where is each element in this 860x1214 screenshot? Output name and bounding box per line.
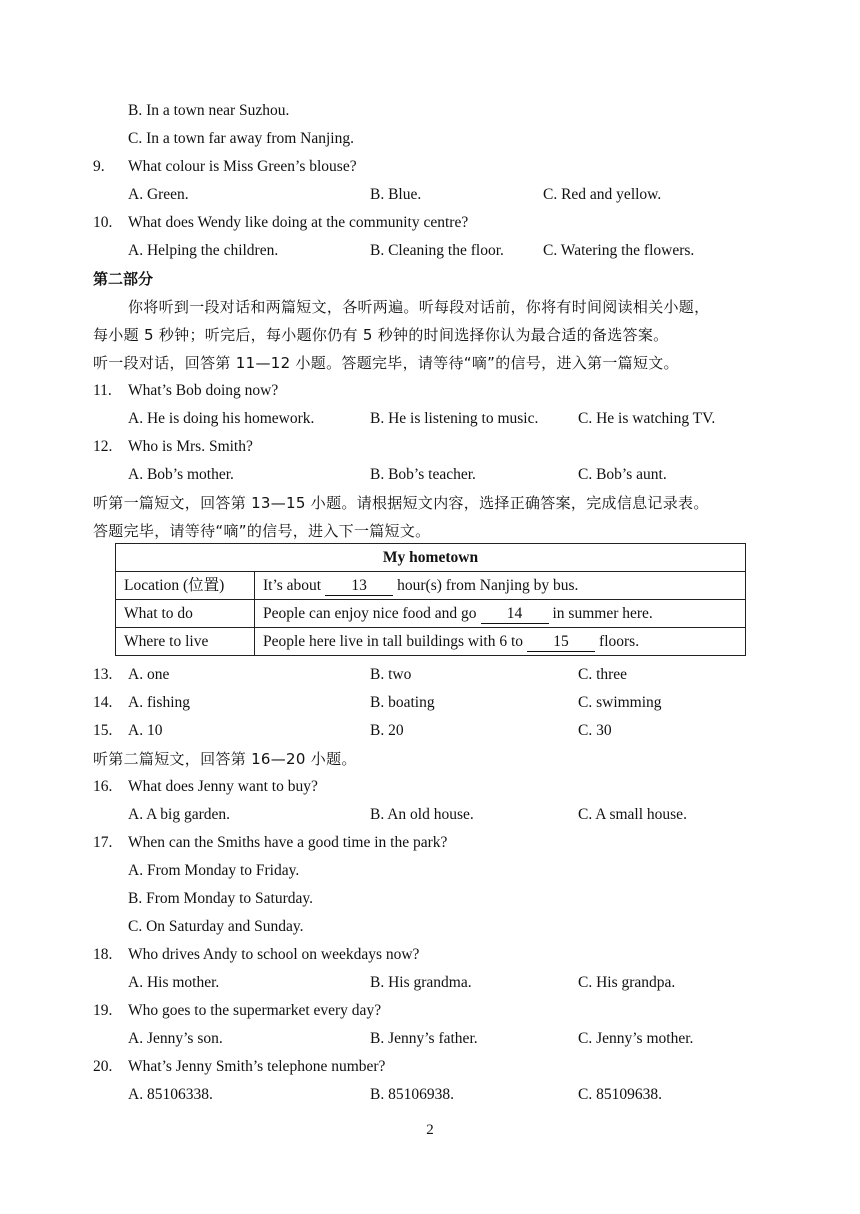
part2-intro-2: 每小题 5 秒钟；听完后，每小题你仍有 5 秒钟的时间选择你认为最合适的备选答案。 — [93, 326, 669, 344]
row-content-location — [255, 572, 746, 600]
q19-option-c: C. Jenny’s mother. — [578, 1030, 694, 1047]
q17-option-a: A. From Monday to Friday. — [128, 862, 300, 879]
q13-number: 13. — [93, 666, 113, 683]
q16-option-b: B. An old house. — [370, 806, 474, 823]
q16-number: 16. — [93, 778, 113, 795]
q14-option-c: C. swimming — [578, 694, 662, 711]
q10-number: 10. — [93, 214, 113, 231]
passage1-instruction-1: 听第一篇短文，回答第 13—15 小题。请根据短文内容，选择正确答案，完成信息记录表。 — [93, 494, 709, 512]
row-label-location: Location (位置) — [116, 572, 255, 600]
q18-option-c: C. His grandpa. — [578, 974, 676, 991]
q19-option-a: A. Jenny’s son. — [128, 1030, 223, 1047]
q20-text: What’s Jenny Smith’s telephone number? — [128, 1058, 386, 1075]
q20-option-c: C. 85109638. — [578, 1086, 662, 1103]
dialog-instruction: 听一段对话，回答第 11—12 小题。答题完毕，请等待“嘀”的信号，进入第一篇短文。 — [93, 354, 679, 372]
q12-option-a: A. Bob’s mother. — [128, 466, 234, 483]
q16-option-a: A. A big garden. — [128, 806, 231, 823]
row-pre-text: People here live in tall buildings with 6 to — [263, 633, 524, 650]
q10-option-a: A. Helping the children. — [128, 242, 279, 259]
q9-option-a: A. Green. — [128, 186, 189, 203]
q15-option-c: C. 30 — [578, 722, 612, 739]
q20-number: 20. — [93, 1058, 113, 1075]
q11-number: 11. — [93, 382, 112, 399]
q11-option-a: A. He is doing his homework. — [128, 410, 315, 427]
answer-blank-15: 15 — [527, 633, 595, 652]
q18-option-b: B. His grandma. — [370, 974, 472, 991]
row-post-text: hour(s) from Nanjing by bus. — [397, 577, 579, 594]
table-row — [116, 628, 746, 656]
q13-option-a: A. one — [128, 666, 170, 683]
q20-option-b: B. 85106938. — [370, 1086, 454, 1103]
q14-number: 14. — [93, 694, 113, 711]
table-header-row — [116, 544, 746, 572]
passage2-instruction: 听第二篇短文，回答第 16—20 小题。 — [93, 750, 357, 768]
q15-number: 15. — [93, 722, 113, 739]
q18-option-a: A. His mother. — [128, 974, 220, 991]
q14-option-a: A. fishing — [128, 694, 190, 711]
q20-option-a: A. 85106338. — [128, 1086, 213, 1103]
q9-number: 9. — [93, 158, 105, 175]
q17-option-c: C. On Saturday and Sunday. — [128, 918, 304, 935]
passage1-instruction-2: 答题完毕，请等待“嘀”的信号，进入下一篇短文。 — [93, 522, 431, 540]
q10-text: What does Wendy like doing at the community centre? — [128, 214, 469, 231]
q19-number: 19. — [93, 1002, 113, 1019]
q15-option-a: A. 10 — [128, 722, 163, 739]
q13-option-b: B. two — [370, 666, 412, 683]
row-label-what-to-do: What to do — [116, 600, 255, 628]
row-pre-text: It’s about — [263, 577, 322, 594]
row-pre-text: People can enjoy nice food and go — [263, 605, 477, 622]
q13-option-c: C. three — [578, 666, 628, 683]
q17-number: 17. — [93, 834, 113, 851]
row-post-text: in summer here. — [552, 605, 653, 622]
q9-option-c: C. Red and yellow. — [543, 186, 662, 203]
table-title: My hometown — [116, 544, 746, 572]
answer-blank-14: 14 — [481, 605, 549, 624]
row-content-what-to-do — [255, 600, 746, 628]
row-post-text: floors. — [599, 633, 640, 650]
q12-option-c: C. Bob’s aunt. — [578, 466, 667, 483]
q11-text: What’s Bob doing now? — [128, 382, 279, 399]
q9-text: What colour is Miss Green’s blouse? — [128, 158, 357, 175]
q12-number: 12. — [93, 438, 113, 455]
answer-blank-13: 13 — [325, 577, 393, 596]
q8-option-c: C. In a town far away from Nanjing. — [128, 130, 354, 147]
row-content-where-to-live — [255, 628, 746, 656]
q18-text: Who drives Andy to school on weekdays now? — [128, 946, 420, 963]
q16-text: What does Jenny want to buy? — [128, 778, 318, 795]
q17-text: When can the Smiths have a good time in the park? — [128, 834, 448, 851]
q14-option-b: B. boating — [370, 694, 435, 711]
q15-option-b: B. 20 — [370, 722, 404, 739]
q12-text: Who is Mrs. Smith? — [128, 438, 253, 455]
table-row — [116, 600, 746, 628]
part2-title: 第二部分 — [93, 270, 154, 288]
hometown-info-table — [115, 543, 746, 656]
part2-intro-1: 你将听到一段对话和两篇短文，各听两遍。听每段对话前，你将有时间阅读相关小题， — [128, 298, 710, 316]
q10-option-c: C. Watering the flowers. — [543, 242, 695, 259]
q12-option-b: B. Bob’s teacher. — [370, 466, 476, 483]
q19-text: Who goes to the supermarket every day? — [128, 1002, 382, 1019]
q17-option-b: B. From Monday to Saturday. — [128, 890, 313, 907]
q8-option-b: B. In a town near Suzhou. — [128, 102, 290, 119]
q11-option-c: C. He is watching TV. — [578, 410, 716, 427]
q18-number: 18. — [93, 946, 113, 963]
table-row — [116, 572, 746, 600]
q10-option-b: B. Cleaning the floor. — [370, 242, 504, 259]
row-label-where-to-live: Where to live — [116, 628, 255, 656]
q19-option-b: B. Jenny’s father. — [370, 1030, 478, 1047]
q16-option-c: C. A small house. — [578, 806, 687, 823]
q9-option-b: B. Blue. — [370, 186, 422, 203]
page-number: 2 — [426, 1122, 434, 1138]
q11-option-b: B. He is listening to music. — [370, 410, 539, 427]
